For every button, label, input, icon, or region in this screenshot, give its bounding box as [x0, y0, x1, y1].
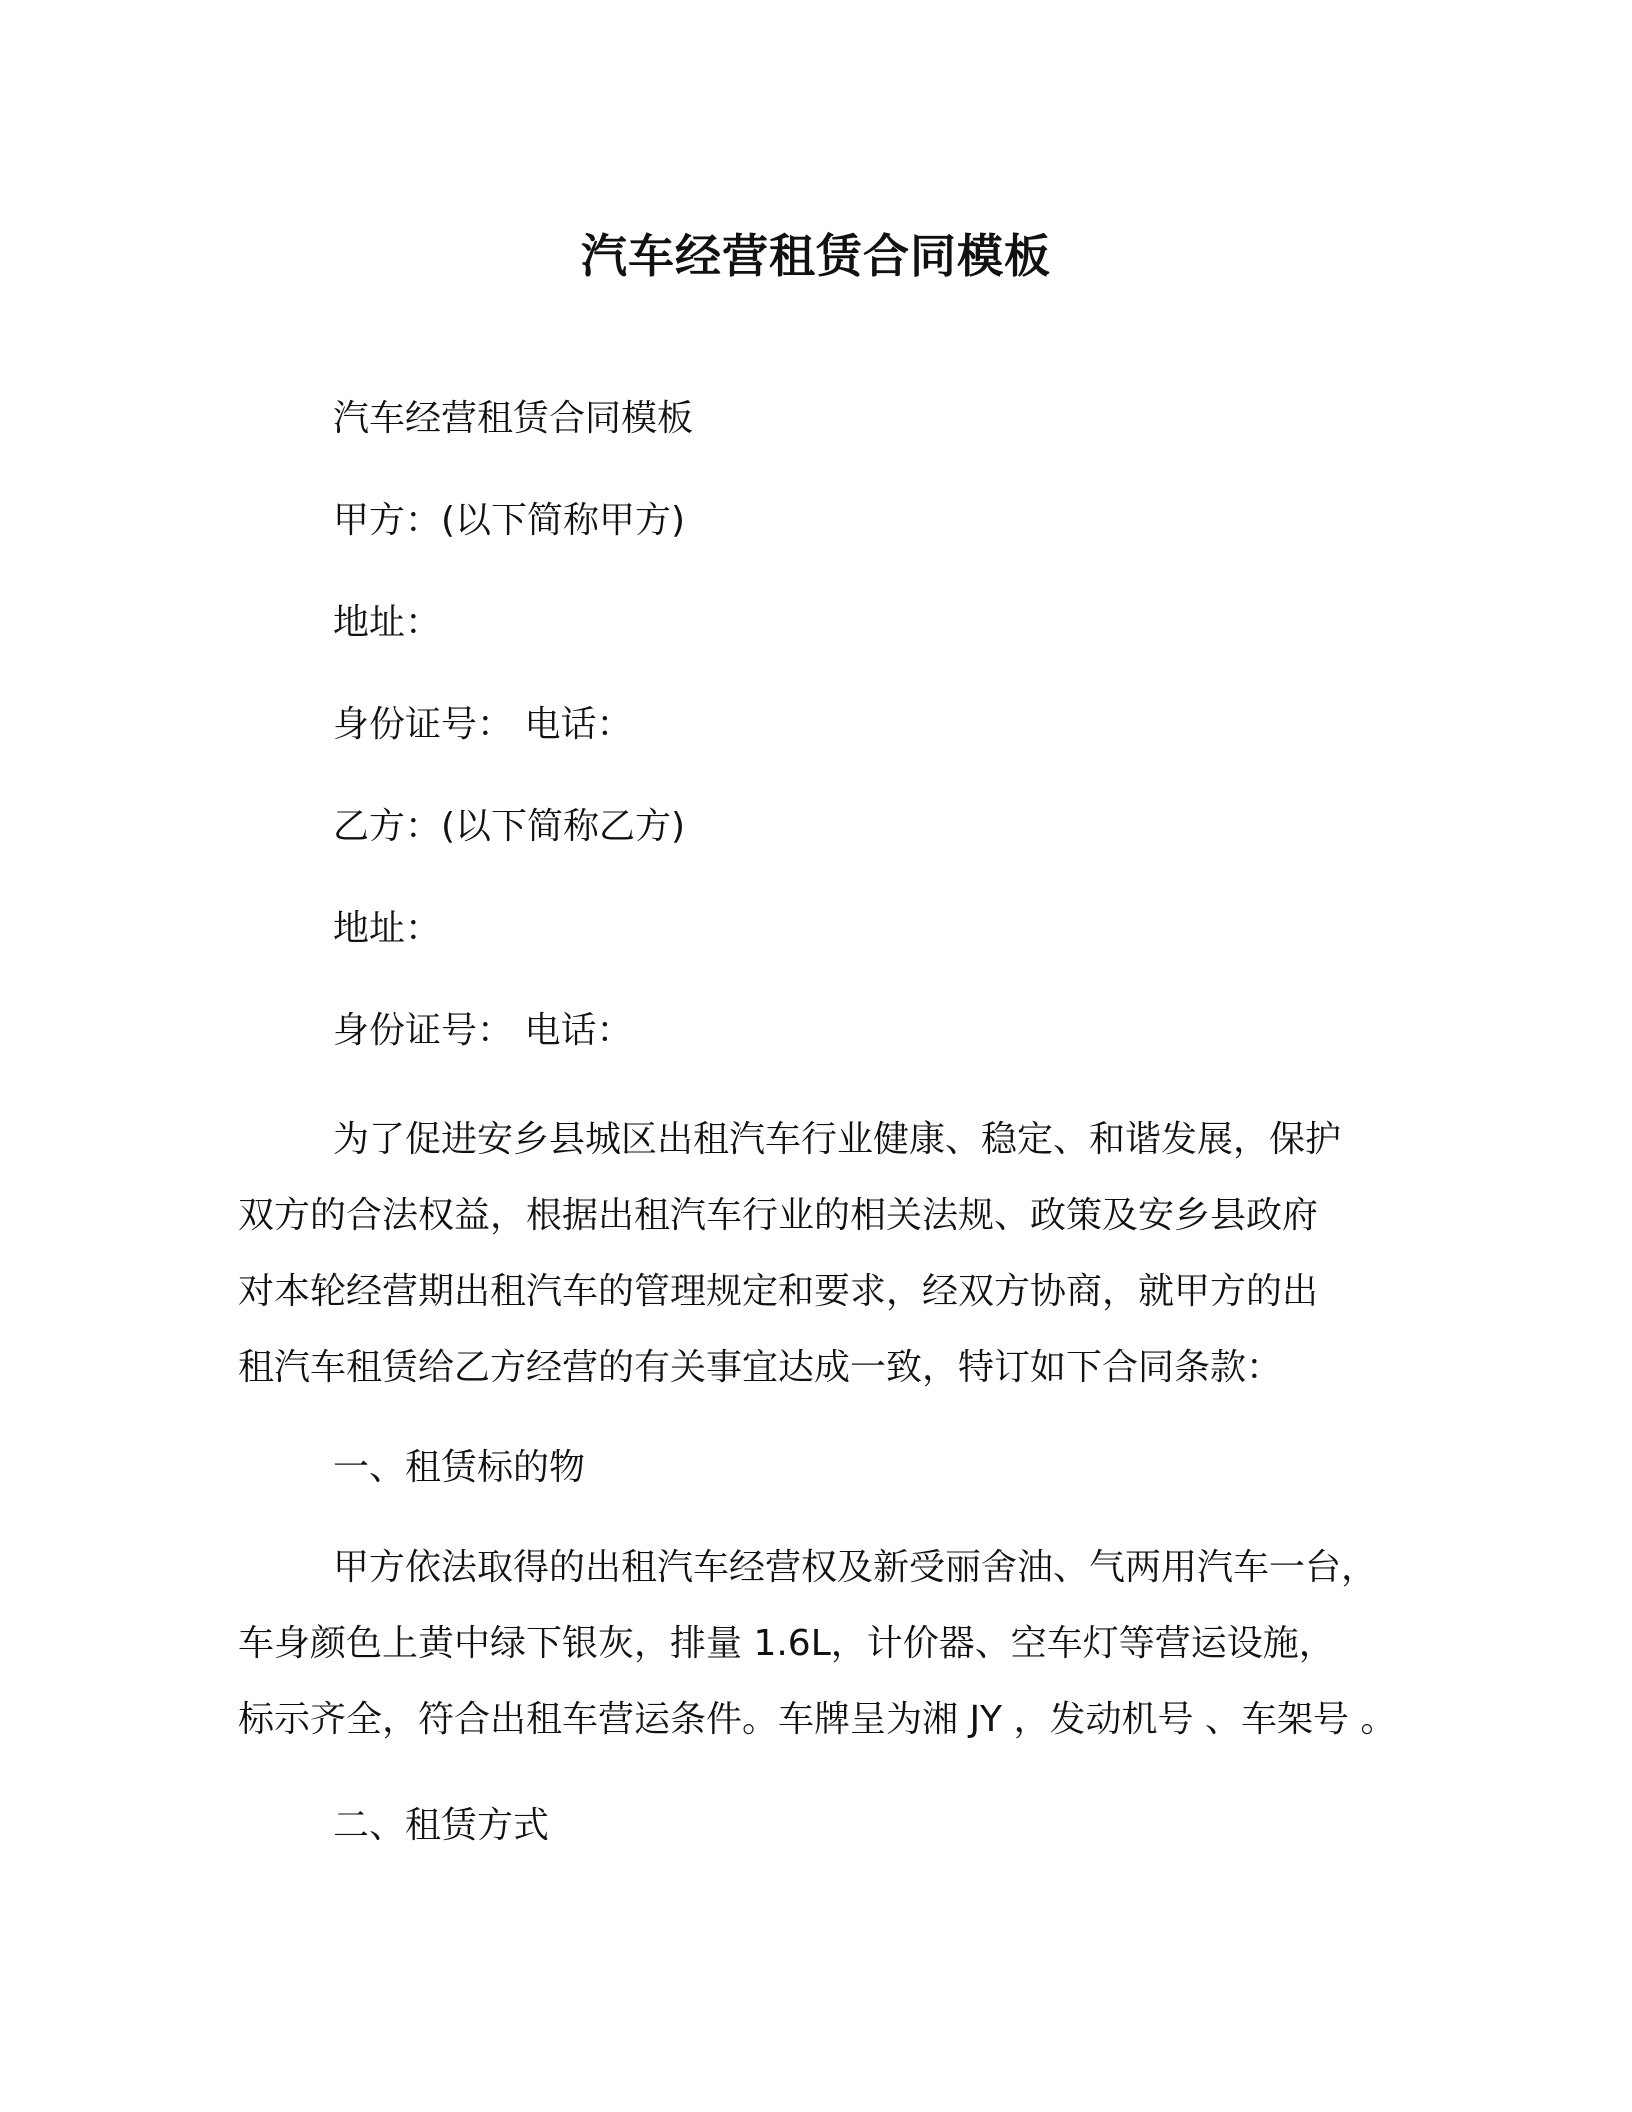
party-b-label: 乙方：(以下简称乙方)	[333, 806, 686, 847]
section-1-line: 甲方依法取得的出租汽车经营权及新受丽舍油、气两用汽车一台，	[333, 1547, 1378, 1588]
section-1-line: 标示齐全，符合出租车营运条件。车牌呈为湘 JY ，发动机号 、车架号 。	[238, 1699, 1397, 1740]
party-a-id-phone: 身份证号： 电话：	[333, 704, 633, 745]
party-a-label: 甲方：(以下简称甲方)	[333, 500, 686, 541]
intro-line: 租汽车租赁给乙方经营的有关事宜达成一致，特订如下合同条款：	[238, 1347, 1283, 1388]
party-b-id-phone: 身份证号： 电话：	[333, 1010, 633, 1051]
section-1-paragraph	[238, 1530, 1438, 1758]
intro-line: 双方的合法权益，根据出租汽车行业的相关法规、政策及安乡县政府	[238, 1195, 1319, 1236]
section-1-line: 车身颜色上黄中绿下银灰，排量 1.6L，计价器、空车灯等营运设施，	[238, 1623, 1335, 1664]
section-1-heading: 一、租赁标的物	[333, 1447, 586, 1488]
intro-line: 对本轮经营期出租汽车的管理规定和要求，经双方协商，就甲方的出	[238, 1271, 1319, 1312]
document-subtitle: 汽车经营租赁合同模板	[333, 398, 694, 439]
intro-paragraph	[238, 1102, 1438, 1406]
document-title: 汽车经营租赁合同模板	[581, 229, 1051, 283]
party-b-address: 地址：	[333, 908, 442, 949]
section-2-heading: 二、租赁方式	[333, 1805, 550, 1846]
intro-line: 为了促进安乡县城区出租汽车行业健康、稳定、和谐发展，保护	[333, 1119, 1342, 1160]
party-a-address: 地址：	[333, 602, 442, 643]
